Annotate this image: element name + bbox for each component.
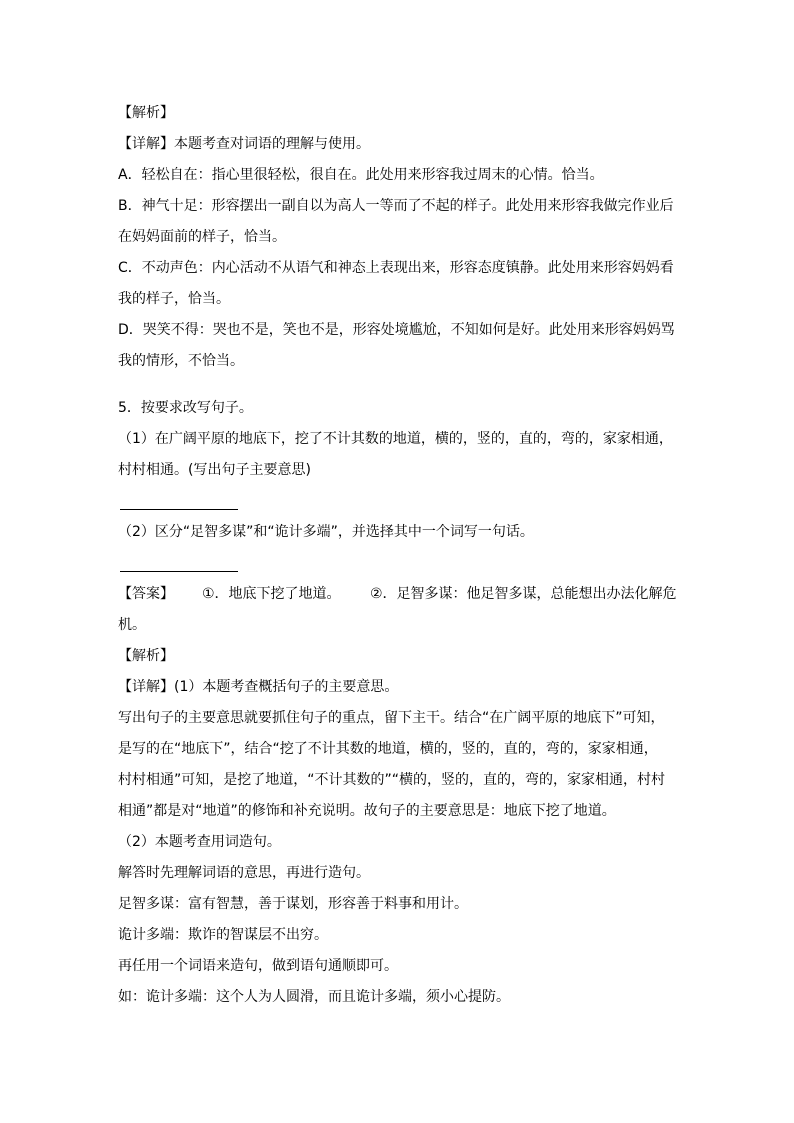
analysis-heading: 【解析】: [118, 105, 174, 121]
document-page: [118, 101, 683, 1016]
answer-blank-1: [118, 489, 683, 520]
analysis-paragraph-5: 解答时先理解词语的意思，再进行造句。: [118, 865, 370, 881]
analysis-paragraph-1: 写出句子的主要意思就要抓住句子的重点，留下主干。结合“在广阔平原的地底下”可知，: [118, 710, 665, 726]
answer-line: [118, 582, 683, 613]
analysis-paragraph-2: 是写的在“地底下”，结合“挖了不计其数的地道，横的，竖的，直的，弯的，家家相通，: [118, 741, 658, 757]
option-a: A．轻松自在：指心里很轻松，很自在。此处用来形容我过周末的心情。恰当。: [118, 167, 604, 183]
answer-2-line2: 机。: [118, 617, 146, 633]
question-5-part2: （2）区分“足智多谋”和“诡计多端”，并选择其中一个词写一句话。: [118, 524, 534, 540]
option-b-line1: B．神气十足：形容摆出一副自以为高人一等而了不起的样子。此处用来形容我做完作业后: [118, 198, 674, 214]
detail-intro: 【详解】本题考查对词语的理解与使用。: [118, 136, 370, 152]
question-5-title: 5．按要求改写句子。: [118, 400, 253, 416]
answer-tag: 【答案】: [118, 586, 174, 602]
analysis-heading-2: 【解析】: [118, 648, 174, 664]
analysis-paragraph-3: 村村相通”可知，是挖了地道，“不计其数的”“横的，竖的，直的，弯的，家家相通，村村: [118, 772, 666, 788]
question-5-part1-line1: （1）在广阔平原的地底下，挖了不计其数的地道，横的，竖的，直的，弯的，家家相通，: [118, 431, 673, 447]
option-d-line1: D．哭笑不得：哭也不是，笑也不是，形容处境尴尬，不知如何是好。此处用来形容妈妈骂: [118, 322, 675, 338]
analysis-detail-2: （2）本题考查用词造句。: [118, 834, 281, 850]
answer-1: ①．地底下挖了地道。: [202, 586, 341, 602]
option-c-line1: C．不动声色：内心活动不从语气和神态上表现出来，形容态度镇静。此处用来形容妈妈看: [118, 260, 674, 276]
analysis-paragraph-8: 再任用一个词语来造句，做到语句通顺即可。: [118, 958, 398, 974]
section-gap: [118, 380, 683, 396]
question-5-part1-line2: 村村相通。(写出句子主要意思): [118, 462, 311, 478]
answer-2-line1: ②．足智多谋：他足智多谋，总能想出办法化解危: [370, 586, 677, 602]
analysis-paragraph-9: 如：诡计多端：这个人为人圆滑，而且诡计多端，须小心提防。: [118, 989, 510, 1005]
option-b-line2: 在妈妈面前的样子，恰当。: [118, 229, 286, 245]
analysis-paragraph-6: 足智多谋：富有智慧，善于谋划，形容善于料事和用计。: [118, 896, 468, 912]
answer-blank-2: [118, 551, 683, 582]
analysis-paragraph-7: 诡计多端：欺诈的智谋层不出穷。: [118, 927, 328, 943]
option-c-line2: 我的样子，恰当。: [118, 291, 230, 307]
analysis-paragraph-4: 相通”都是对“地道”的修饰和补充说明。故句子的主要意思是：地底下挖了地道。: [118, 803, 616, 819]
option-d-line2: 我的情形，不恰当。: [118, 353, 244, 369]
analysis-detail-1: 【详解】(1）本题考查概括句子的主要意思。: [118, 679, 399, 695]
